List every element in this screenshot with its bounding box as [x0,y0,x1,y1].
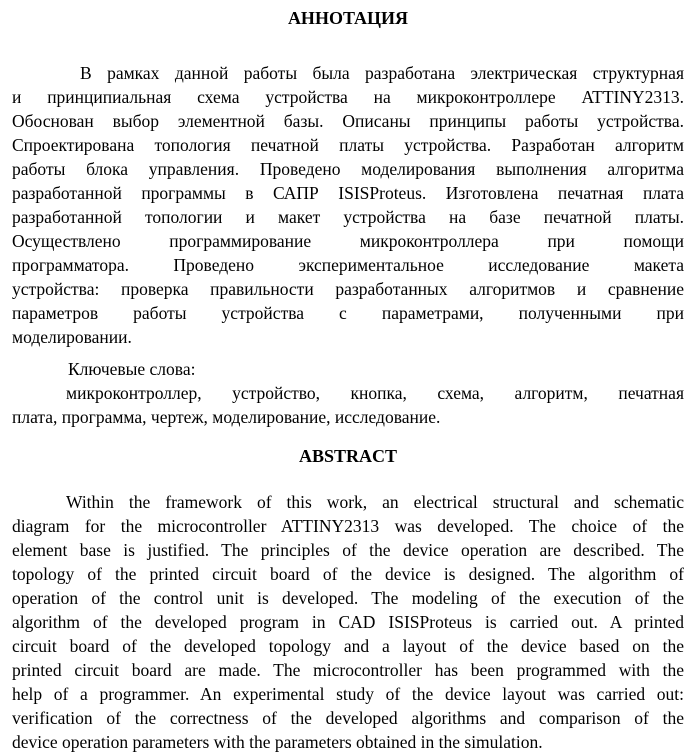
abstract-line: element base is justified. The principles of the device operation are described. The [12,540,684,560]
abstract-heading: ABSTRACT [298,446,398,466]
keywords-line: плата, программа, чертеж, моделирование, исследование. [12,407,441,427]
annotation-line: параметров работы устройства с параметрами, полученными при [12,303,684,323]
abstract-line: circuit board of the developed topology and a layout of the device based on the [12,636,684,656]
abstract-line: printed circuit board are made. The microcontroller has been programmed with the [12,660,684,680]
abstract-line: help of a programmer. An experimental study of the device layout was carried out: [12,684,684,704]
abstract-line: topology of the printed circuit board of the device is designed. The algorithm of [12,564,684,584]
annotation-heading: АННОТАЦИЯ [287,8,409,28]
annotation-line: программатора. Проведено экспериментальное исследование макета [12,255,684,275]
abstract-line: algorithm of the developed program in CAD ISISProteus is carried out. A printed [12,612,684,632]
annotation-line: моделировании. [12,327,132,347]
annotation-line: работы блока управления. Проведено моделирования выполнения алгоритма [12,159,684,179]
annotation-line: разработанной топологии и макет устройства на базе печатной платы. [12,207,684,227]
annotation-line: и принципиальная схема устройства на микроконтроллере ATTINY2313. [12,87,684,107]
abstract-line: device operation parameters with the parameters obtained in the simulation. [12,732,543,752]
annotation-line: разработанной программы в САПР ISISProteus. Изготовлена печатная плата [12,183,684,203]
abstract-line: operation of the control unit is developed. The modeling of the execution of the [12,588,684,608]
keywords-label: Ключевые слова: [68,359,196,379]
abstract-line: diagram for the microcontroller ATTINY2313 was developed. The choice of the [12,516,684,536]
annotation-line: Обоснован выбор элементной базы. Описаны принципы работы устройства. [12,111,684,131]
annotation-line: устройства: проверка правильности разработанных алгоритмов и сравнение [12,279,684,299]
abstract-line: Within the framework of this work, an electrical structural and schematic [66,492,684,512]
annotation-line: Осуществлено программирование микроконтроллера при помощи [12,231,684,251]
annotation-line: Спроектирована топология печатной платы устройства. Разработан алгоритм [12,135,684,155]
annotation-line: В рамках данной работы была разработана электрическая структурная [80,63,684,83]
keywords-line: микроконтроллер, устройство, кнопка, схема, алгоритм, печатная [66,383,684,403]
abstract-line: verification of the correctness of the developed algorithms and comparison of the [12,708,684,728]
